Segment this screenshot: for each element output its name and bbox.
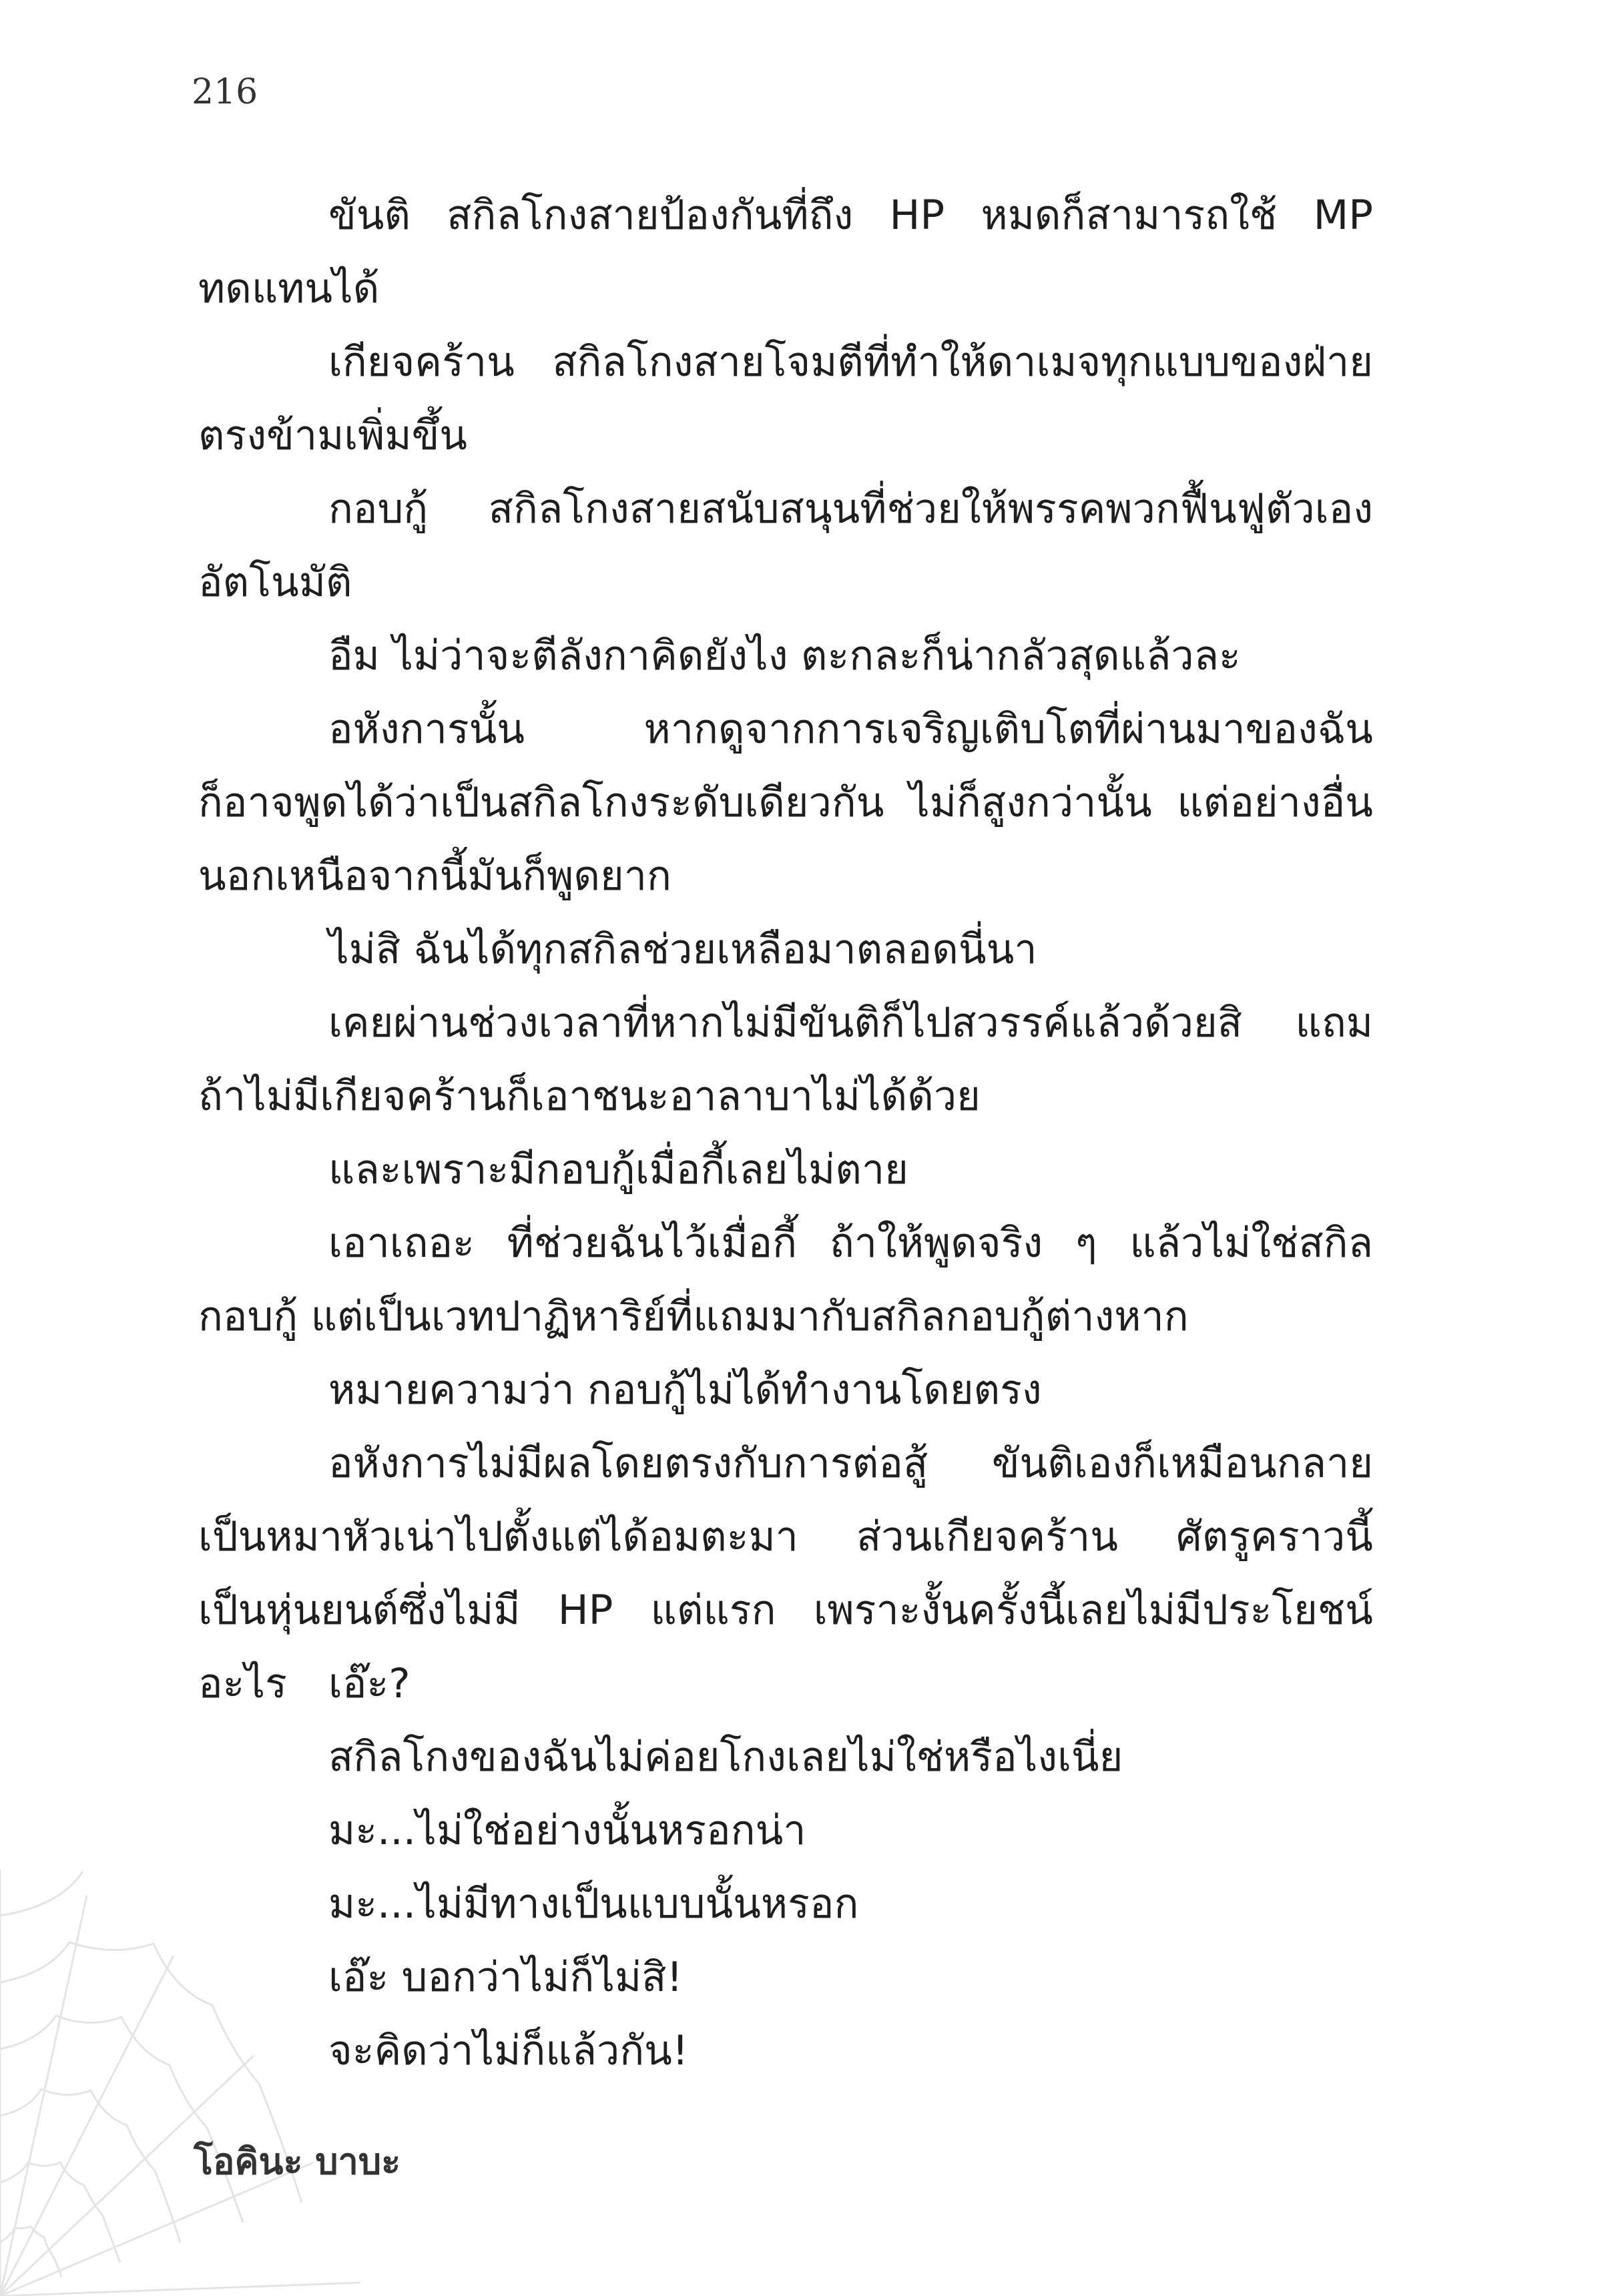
text-line: สกิลโกงของฉันไม่ค่อยโกงเลยไม่ใช่หรือไงเนี่ย: [328, 1733, 1123, 1781]
text-line: อหังการไม่มีผลโดยตรงกับการต่อสู้ ขันติเองก็เหมือนกลาย: [328, 1440, 1373, 1487]
body-text: [198, 179, 1373, 2088]
text-line: เอ๊ะ?: [328, 1660, 411, 1707]
text-line: และเพราะมีกอบกู้เมื่อกี้เลยไม่ตาย: [328, 1146, 908, 1193]
text-line: นอกเหนือจากนี้มันก็พูดยาก: [198, 852, 671, 900]
text-line: เอ๊ะ บอกว่าไม่ก็ไม่สิ!: [328, 1954, 683, 2001]
spider-web-icon: [0, 1869, 374, 2296]
text-line: มะ...ไม่มีทางเป็นแบบนั้นหรอก: [328, 1880, 859, 1928]
text-line: อหังการนั้น หากดูจากการเจริญเติบโตที่ผ่านมาของฉัน: [328, 705, 1373, 753]
text-line: เป็นหุ่นยนต์ซึ่งไม่มี HP แต่แรก เพราะงั้นครั้งนี้เลยไม่มีประโยชน์อะไร: [198, 1587, 1373, 1707]
text-line: ทดแทนได้: [198, 265, 380, 312]
text-line: หมายความว่า กอบกู้ไม่ได้ทำงานโดยตรง: [328, 1366, 1042, 1414]
text-line: จะคิดว่าไม่ก็แล้วกัน!: [328, 2027, 689, 2074]
text-line: ก็อาจพูดได้ว่าเป็นสกิลโกงระดับเดียวกัน ไม่ก็สูงกว่านั้น แต่อย่างอื่น: [198, 779, 1373, 826]
text-line: กอบกู้ แต่เป็นเวทปาฏิหาริย์ที่แถมมากับสกิลกอบกู้ต่างหาก: [198, 1293, 1189, 1340]
text-line: ไม่สิ ฉันได้ทุกสกิลช่วยเหลือมาตลอดนี่นา: [328, 926, 1037, 973]
text-line: เอาเถอะ ที่ช่วยฉันไว้เมื่อกี้ ถ้าให้พูดจริง ๆ แล้วไม่ใช่สกิล: [328, 1219, 1373, 1267]
text-line: เป็นหมาหัวเน่าไปตั้งแต่ได้อมตะมา ส่วนเกียจคร้าน ศัตรูคราวนี้: [198, 1513, 1373, 1560]
text-line: เคยผ่านช่วงเวลาที่หากไม่มีขันติก็ไปสวรรค์แล้วด้วยสิ แถม: [328, 999, 1373, 1047]
author-name: โอคินะ บาบะ: [194, 2140, 401, 2183]
text-line: มะ...ไม่ใช่อย่างนั้นหรอกน่า: [328, 1807, 806, 1854]
text-line: อัตโนมัติ: [198, 559, 352, 606]
text-line: กอบกู้ สกิลโกงสายสนับสนุนที่ช่วยให้พรรคพวกฟื้นฟูตัวเอง: [328, 485, 1373, 533]
text-line: ขันติ สกิลโกงสายป้องกันที่ถึง HP หมดก็สามารถใช้ MP: [328, 192, 1373, 239]
text-line: อืม ไม่ว่าจะตีลังกาคิดยังไง ตะกละก็น่ากลัวสุดแล้วละ: [328, 632, 1241, 679]
text-line: ตรงข้ามเพิ่มขึ้น: [198, 412, 467, 459]
page-number: 216: [192, 72, 258, 112]
text-line: เกียจคร้าน สกิลโกงสายโจมตีที่ทำให้ดาเมจทุกแบบของฝ่าย: [328, 338, 1373, 386]
text-line: ถ้าไม่มีเกียจคร้านก็เอาชนะอาลาบาไม่ได้ด้วย: [198, 1073, 981, 1120]
